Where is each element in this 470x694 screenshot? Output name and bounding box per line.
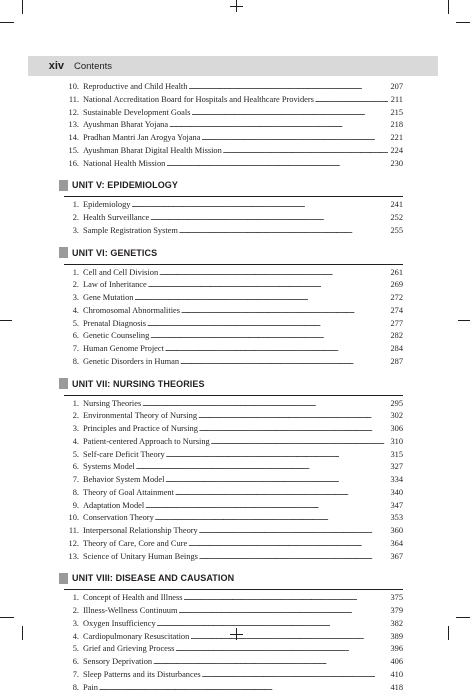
entry-title: Genetic Disorders in Human: [83, 356, 179, 369]
running-header-title: Contents: [74, 61, 112, 72]
entry-title: Gene Mutation: [83, 292, 133, 305]
toc-entry: [64, 423, 403, 436]
dot-leader: [136, 461, 388, 474]
entry-title: Prenatal Diagnosis: [83, 318, 146, 331]
dot-leader: [166, 449, 388, 462]
entry-number: 12.: [64, 538, 83, 551]
toc-entry: [64, 461, 403, 474]
dot-leader: [142, 398, 388, 411]
entry-page-number: 389: [389, 631, 403, 644]
toc-entry: [64, 436, 403, 449]
toc-entry: [64, 343, 403, 356]
entry-number: 7.: [64, 474, 83, 487]
unit-heading-marker: [59, 378, 68, 389]
registration-mark: [230, 6, 243, 7]
toc-entry: [64, 551, 403, 564]
entry-number: 9.: [64, 500, 83, 513]
entry-number: 6.: [64, 330, 83, 343]
entry-number: 1.: [64, 199, 83, 212]
entry-title: Law of Inheritance: [83, 279, 147, 292]
toc-entry: [64, 107, 403, 120]
entry-page-number: 207: [389, 81, 403, 94]
toc-entry: [64, 618, 403, 631]
entry-number: 8.: [64, 487, 83, 500]
toc-entry: [64, 81, 403, 94]
entry-number: 1.: [64, 592, 83, 605]
entry-title: Health Surveillance: [83, 212, 149, 225]
entry-title: Genetic Counseling: [83, 330, 149, 343]
entry-page-number: 302: [389, 410, 403, 423]
dot-leader: [165, 474, 388, 487]
dot-leader: [181, 305, 388, 318]
entry-page-number: 215: [389, 107, 403, 120]
entry-title: Conservation Theory: [83, 512, 154, 525]
toc-entry: [64, 605, 403, 618]
entry-title: Behavior System Model: [83, 474, 164, 487]
dot-leader: [184, 592, 388, 605]
entry-number: 7.: [64, 343, 83, 356]
dot-leader: [134, 292, 388, 305]
entry-title: Ayushman Bharat Yojana: [83, 119, 168, 132]
dot-leader: [145, 500, 388, 513]
entry-title: Concept of Health and Illness: [83, 592, 183, 605]
table-of-contents: [64, 81, 403, 694]
entry-title: Theory of Goal Attainment: [83, 487, 174, 500]
dot-leader: [199, 423, 388, 436]
entry-title: Pradhan Mantri Jan Arogya Yojana: [83, 132, 200, 145]
toc-entry: [64, 330, 403, 343]
toc-entry: [64, 212, 403, 225]
entry-page-number: 211: [389, 94, 403, 107]
dot-leader: [159, 267, 388, 280]
dot-leader: [191, 107, 388, 120]
toc-entry: [64, 631, 403, 644]
unit-heading: [64, 571, 403, 585]
toc-entry: [64, 669, 403, 682]
entry-number: 13.: [64, 119, 83, 132]
dot-leader: [99, 682, 388, 694]
entry-number: 5.: [64, 643, 83, 656]
entry-page-number: 252: [389, 212, 403, 225]
dot-leader: [153, 656, 388, 669]
dot-leader: [199, 525, 388, 538]
toc-entry: [64, 449, 403, 462]
entry-title: Illness-Wellness Continuum: [83, 605, 177, 618]
toc-entry: [64, 132, 403, 145]
entry-page-number: 334: [389, 474, 403, 487]
toc-entry: [64, 474, 403, 487]
toc-entry: [64, 279, 403, 292]
entry-page-number: 379: [389, 605, 403, 618]
crop-mark: [456, 22, 470, 23]
entry-page-number: 340: [389, 487, 403, 500]
entry-page-number: 282: [389, 330, 403, 343]
entry-number: 1.: [64, 267, 83, 280]
entry-page-number: 310: [389, 436, 403, 449]
dot-leader: [150, 212, 388, 225]
dot-leader: [169, 119, 388, 132]
entry-page-number: 367: [389, 551, 403, 564]
entry-title: Chromosomal Abnormalities: [83, 305, 180, 318]
entry-page-number: 406: [389, 656, 403, 669]
entry-page-number: 272: [389, 292, 403, 305]
entry-number: 13.: [64, 551, 83, 564]
unit-heading-marker: [59, 247, 68, 258]
toc-entry: [64, 487, 403, 500]
entry-number: 3.: [64, 618, 83, 631]
entry-title: Environmental Theory of Nursing: [83, 410, 197, 423]
unit-heading: [64, 178, 403, 192]
entry-number: 1.: [64, 398, 83, 411]
entry-number: 2.: [64, 605, 83, 618]
dot-leader: [202, 669, 388, 682]
dot-leader: [157, 618, 388, 631]
page-number: xiv: [28, 60, 74, 72]
entry-page-number: 327: [389, 461, 403, 474]
unit-heading: [64, 246, 403, 260]
registration-mark: [0, 320, 12, 321]
entry-title: Science of Unitary Human Beings: [83, 551, 198, 564]
entry-page-number: 315: [389, 449, 403, 462]
entry-page-number: 224: [389, 145, 403, 158]
entry-number: 11.: [64, 94, 83, 107]
entry-page-number: 353: [389, 512, 403, 525]
entry-number: 2.: [64, 279, 83, 292]
dot-leader: [180, 356, 388, 369]
toc-entry: [64, 267, 403, 280]
entry-page-number: 255: [389, 225, 403, 238]
entry-title: Patient-centered Approach to Nursing: [83, 436, 210, 449]
entry-number: 5.: [64, 318, 83, 331]
entry-number: 2.: [64, 212, 83, 225]
dot-leader: [201, 132, 388, 145]
unit-heading-title: UNIT VI: GENETICS: [72, 248, 157, 258]
entry-page-number: 418: [389, 682, 403, 694]
entry-title: Cardiopulmonary Resuscitation: [83, 631, 189, 644]
dot-leader: [179, 225, 388, 238]
entry-page-number: 295: [389, 398, 403, 411]
entry-title: Sustainable Development Goals: [83, 107, 190, 120]
unit-heading-rule: [64, 264, 403, 265]
entry-title: Ayushman Bharat Digital Health Mission: [83, 145, 222, 158]
unit-heading-title: UNIT VIII: DISEASE AND CAUSATION: [72, 573, 234, 583]
entry-title: Human Genome Project: [83, 343, 164, 356]
toc-entry: [64, 305, 403, 318]
entry-page-number: 277: [389, 318, 403, 331]
entry-number: 8.: [64, 682, 83, 694]
entry-title: Sleep Patterns and its Disturbances: [83, 669, 201, 682]
crop-mark: [448, 626, 449, 640]
entry-page-number: 284: [389, 343, 403, 356]
dot-leader: [155, 512, 388, 525]
entry-number: 6.: [64, 461, 83, 474]
entry-page-number: 382: [389, 618, 403, 631]
entry-number: 4.: [64, 305, 83, 318]
toc-entry: [64, 592, 403, 605]
toc-entry: [64, 318, 403, 331]
toc-entry: [64, 410, 403, 423]
entry-title: Pain: [83, 682, 98, 694]
unit-heading-title: UNIT VII: NURSING THEORIES: [72, 379, 205, 389]
toc-entry: [64, 398, 403, 411]
entry-page-number: 375: [389, 592, 403, 605]
dot-leader: [188, 81, 388, 94]
toc-entry: [64, 538, 403, 551]
entry-page-number: 269: [389, 279, 403, 292]
unit-heading: [64, 377, 403, 391]
entry-title: Oxygen Insufficiency: [83, 618, 156, 631]
entry-number: 5.: [64, 449, 83, 462]
dot-leader: [131, 199, 388, 212]
entry-page-number: 347: [389, 500, 403, 513]
entry-number: 14.: [64, 132, 83, 145]
dot-leader: [165, 343, 388, 356]
crop-mark: [0, 617, 14, 618]
entry-page-number: 274: [389, 305, 403, 318]
entry-title: Grief and Grieving Process: [83, 643, 174, 656]
toc-entry: [64, 199, 403, 212]
dot-leader: [178, 605, 388, 618]
entry-title: Theory of Care, Core and Cure: [83, 538, 187, 551]
entry-page-number: 410: [389, 669, 403, 682]
toc-entry: [64, 94, 403, 107]
entry-number: 10.: [64, 512, 83, 525]
crop-mark: [456, 617, 470, 618]
entry-page-number: 261: [389, 267, 403, 280]
entry-number: 10.: [64, 81, 83, 94]
unit-heading-marker: [59, 573, 68, 584]
entry-page-number: 364: [389, 538, 403, 551]
entry-title: National Accreditation Board for Hospitals and Healthcare Providers: [83, 94, 314, 107]
toc-entry: [64, 119, 403, 132]
toc-entry: [64, 643, 403, 656]
dot-leader: [198, 410, 388, 423]
toc-entry: [64, 656, 403, 669]
dot-leader: [175, 643, 388, 656]
crop-mark: [448, 0, 449, 14]
entry-number: 4.: [64, 436, 83, 449]
entry-number: 3.: [64, 292, 83, 305]
entry-number: 4.: [64, 631, 83, 644]
entry-title: Sample Registration System: [83, 225, 178, 238]
dot-leader: [315, 94, 388, 107]
entry-title: Adaptation Model: [83, 500, 144, 513]
dot-leader: [223, 145, 388, 158]
entry-title: Systems Model: [83, 461, 135, 474]
entry-title: Self-care Deficit Theory: [83, 449, 165, 462]
entry-title: Epidemiology: [83, 199, 130, 212]
toc-entry: [64, 225, 403, 238]
unit-heading-title: UNIT V: EPIDEMIOLOGY: [72, 180, 178, 190]
dot-leader: [150, 330, 388, 343]
entry-number: 6.: [64, 656, 83, 669]
entry-page-number: 221: [389, 132, 403, 145]
entry-number: 7.: [64, 669, 83, 682]
toc-entry: [64, 292, 403, 305]
entry-page-number: 218: [389, 119, 403, 132]
crop-mark: [22, 0, 23, 14]
registration-mark: [458, 320, 470, 321]
toc-entry: [64, 512, 403, 525]
unit-heading-marker: [59, 180, 68, 191]
entry-number: 3.: [64, 225, 83, 238]
toc-entry: [64, 145, 403, 158]
unit-heading-rule: [64, 589, 403, 590]
entry-title: Cell and Cell Division: [83, 267, 158, 280]
unit-heading-rule: [64, 395, 403, 396]
toc-entry: [64, 356, 403, 369]
entry-page-number: 287: [389, 356, 403, 369]
toc-entry: [64, 525, 403, 538]
entry-title: Principles and Practice of Nursing: [83, 423, 198, 436]
entry-number: 3.: [64, 423, 83, 436]
running-header: [28, 56, 438, 76]
dot-leader: [148, 279, 388, 292]
dot-leader: [211, 436, 388, 449]
entry-page-number: 230: [389, 158, 403, 171]
entry-number: 12.: [64, 107, 83, 120]
entry-page-number: 241: [389, 199, 403, 212]
entry-title: Nursing Theories: [83, 398, 141, 411]
dot-leader: [166, 158, 388, 171]
toc-entry: [64, 158, 403, 171]
entry-number: 15.: [64, 145, 83, 158]
entry-number: 11.: [64, 525, 83, 538]
dot-leader: [188, 538, 388, 551]
entry-page-number: 360: [389, 525, 403, 538]
entry-number: 2.: [64, 410, 83, 423]
dot-leader: [147, 318, 388, 331]
crop-mark: [22, 626, 23, 640]
entry-page-number: 396: [389, 643, 403, 656]
entry-title: Interpersonal Relationship Theory: [83, 525, 198, 538]
dot-leader: [199, 551, 388, 564]
dot-leader: [175, 487, 388, 500]
toc-entry: [64, 682, 403, 694]
entry-title: Reproductive and Child Health: [83, 81, 187, 94]
dot-leader: [190, 631, 388, 644]
entry-number: 16.: [64, 158, 83, 171]
unit-heading-rule: [64, 196, 403, 197]
toc-entry: [64, 500, 403, 513]
entry-number: 8.: [64, 356, 83, 369]
entry-title: Sensory Deprivation: [83, 656, 152, 669]
entry-page-number: 306: [389, 423, 403, 436]
crop-mark: [0, 22, 14, 23]
entry-title: National Health Mission: [83, 158, 165, 171]
